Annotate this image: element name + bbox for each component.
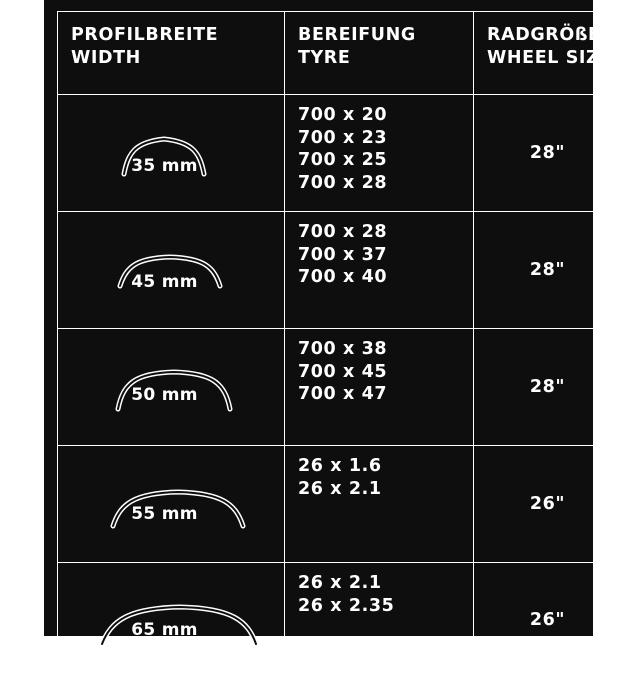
tyre-cell [285,212,474,329]
tyre-size: 700 x 37 [298,244,388,265]
tyre-size: 26 x 2.1 [298,573,382,593]
table-row [58,95,622,212]
tyre-size: 700 x 28 [298,222,388,242]
profile-cell [58,446,285,563]
wheel-size-cell: 28" [474,329,622,446]
tyre-size: 700 x 38 [298,339,388,359]
profile-cell [58,95,285,212]
table-row [58,446,622,563]
wheel-size-cell: 28" [474,95,622,212]
mudguard-profile-icon [58,95,271,202]
profile-width-label: 65 mm [131,620,198,640]
profile-width-label: 55 mm [131,504,198,524]
table-row [58,329,622,446]
header-wheel-de: RADGRÖßE [487,25,601,45]
tyre-size: 700 x 40 [298,267,388,287]
wheel-size-cell: 26" [474,446,622,563]
tyre-cell [285,95,474,212]
mudguard-profile-icon [58,212,271,319]
tyre-size: 700 x 23 [298,127,388,148]
tyre-size: 700 x 47 [298,384,388,404]
fender-size-chart [44,0,612,640]
table-row [58,212,622,329]
header-wheel-en: WHEEL SIZE [487,48,612,68]
tyre-size: 26 x 2.35 [298,595,395,616]
tyre-cell [285,329,474,446]
header-row [58,12,622,95]
tyre-size: 700 x 45 [298,361,388,382]
tyre-size: 700 x 20 [298,105,388,125]
header-wheel-size [474,12,622,95]
header-width-de: PROFILBREITE [71,25,219,45]
mudguard-profile-icon [58,329,271,436]
size-table [57,11,622,679]
wheel-size-cell: 28" [474,212,622,329]
tyre-size: 700 x 28 [298,172,388,193]
header-tyre [285,12,474,95]
profile-width-label: 35 mm [131,156,198,176]
table-row [58,563,622,679]
profile-cell [58,329,285,446]
profile-width-label: 45 mm [131,272,198,292]
profile-cell [58,563,285,679]
tyre-size: 26 x 1.6 [298,456,382,476]
header-width-en: WIDTH [71,48,141,68]
header-tyre-de: BEREIFUNG [298,25,416,45]
tyre-size: 700 x 25 [298,150,388,170]
profile-cell [58,212,285,329]
tyre-cell [285,563,474,679]
profile-width-label: 50 mm [131,385,198,405]
header-tyre-en: TYRE [298,48,351,68]
mudguard-profile-icon [58,446,271,553]
tyre-size: 26 x 2.1 [298,478,382,499]
wheel-size-cell: 26" [474,563,622,679]
mudguard-profile-icon [58,563,271,669]
tyre-cell [285,446,474,563]
header-width [58,12,285,95]
